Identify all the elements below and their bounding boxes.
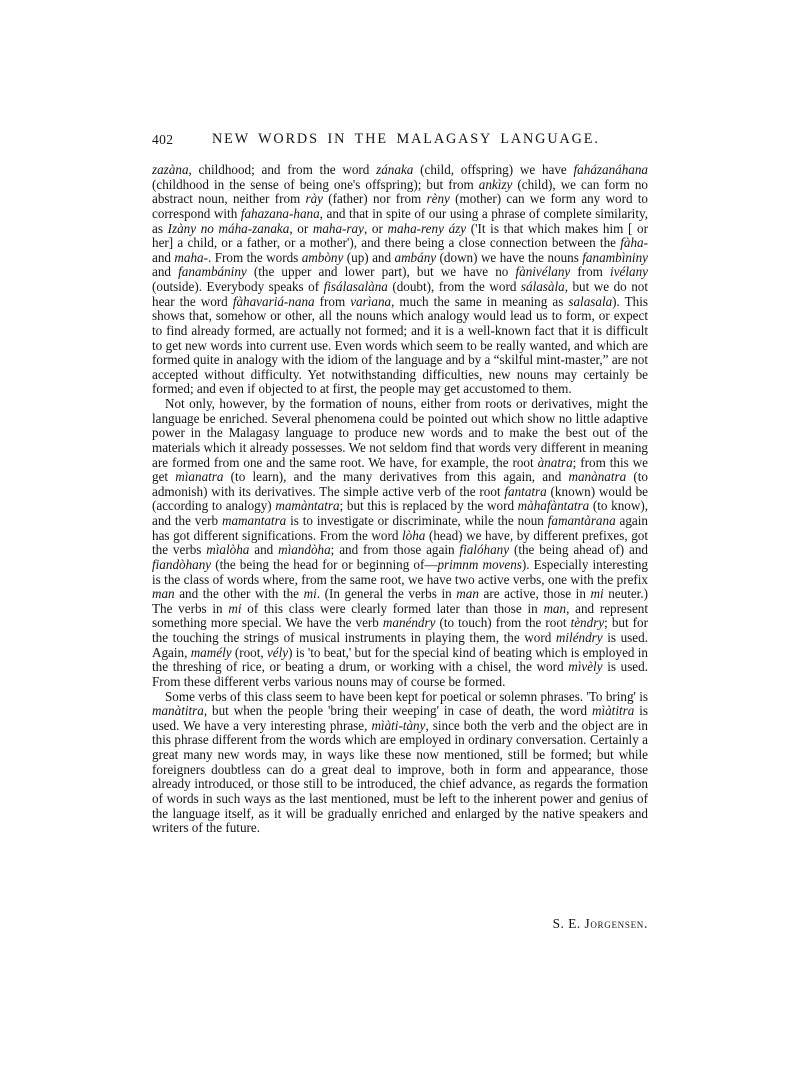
running-header <box>152 131 648 151</box>
author-signature <box>152 916 648 932</box>
paragraph-2: Not only, however, by the formation of nouns, either from roots or derivatives, might the language be enriched. Several phenomena could be pointed out which show no little adaptive power in the Malagasy language to produce new words and to make the best out of the materials which it already possesses. We not seldom find that words very different in meaning are formed from one and the same root. We have, for example, the root ànatra; from this we get mìanatra (to learn), and the many derivatives from this again, and manànatra (to admonish) with its derivatives. The simple active verb of the root fantatra (known) would be (according to analogy) mamàntatra; but this is replaced by the word màhafàntatra (to know), and the verb mamantatra is to investigate or discriminate, while the noun famantàrana again has got different significations. From the word lòha (head) we have, by different prefixes, got the verbs mìalòha and mìandòha; and from those again fialóhany (the being ahead of) and fiandòhany (the being the head for or beginning of—primnm movens). Especially interesting is the class of words where, from the same root, we have two active verbs, one with the prefix man and the other with the mi. (In general the verbs in man are active, those in mi neuter.) The verbs in mi of this class were clearly formed later than those in man, and represent something more special. We have the verb manéndry (to touch) from the root tèndry; but for the touching the strings of musical instruments in playing them, the word miléndry is used. Again, mamély (root, vély) is 'to beat,' but for the special kind of beating which is employed in the threshing of rice, or beating a drum, or working with a chisel, the word mìvèly is used. From these different verbs various nouns may of course be formed. <box>152 396 649 689</box>
running-title: NEW WORDS IN THE MALAGASY LANGUAGE. <box>212 131 600 147</box>
signature-surname: Jorgensen. <box>584 916 648 931</box>
paragraph-1: zazàna, childhood; and from the word zánaka (child, offspring) we have faházanáhana (childhood in the sense of being one's offspring); but from ankìzy (child), we can form no abstract noun, neither from ràу (father) nor from rèny (mother) can we form any word to correspond with fahazana-hana, and that in spite of our using a phrase of complete similarity, as Izàny no máha-zanaka, or maha-ray, or maha-reny ázy ('It is that which makes him [ or her] a child, or a father, or a mother'), and there being a close connection between the fàha- and maha-. From the words ambòny (up) and ambány (down) we have the nouns fanambìniny and fanambániny (the upper and lower part), but we have no fànivélany from ivélany (outside). Everybody speaks of fisálasalàna (doubt), from the word sálasàla, but we do not hear the word fàhavariá-nana from varìana, much the same in meaning as salasala). This shows that, somehow or other, all the nouns which analogy would lead us to form, or expect to find already formed, are actually not formed; and it is a well-known fact that it is difficult to get new words into current use. Even words which seem to be really wanted, and which are formed quite in analogy with the idiom of the language and by a “skilful mint-master,” are not accepted without difficulty. Yet notwithstanding difficulties, new nouns may certainly be formed; and even if objected to at first, the people may get accustomed to them. <box>152 162 648 397</box>
page-number: 402 <box>152 132 174 147</box>
signature-initials: S. E. <box>552 916 581 931</box>
paragraph-3: Some verbs of this class seem to have been kept for poetical or solemn phrases. 'To bring' is manàtitra, but when the people 'bring their weeping' in case of death, the word mìàtitra is used. We have a very interesting phrase, mìàti-tàny, since both the verb and the object are in this phrase different from the words which are employed in ordinary conversation. Certainly a great many new words may, in ways like these now mentioned, still be formed; but while foreigners doubtless can do a great deal to improve, both in form and appearance, those already introduced, or those still to be introduced, the chief advance, as regards the formation of words in such ways as the last mentioned, must be left to the inherent power and genius of the language itself, as it will be gradually enriched and enlarged by the native speakers and writers of the future. <box>152 688 648 836</box>
body-text <box>152 163 648 836</box>
